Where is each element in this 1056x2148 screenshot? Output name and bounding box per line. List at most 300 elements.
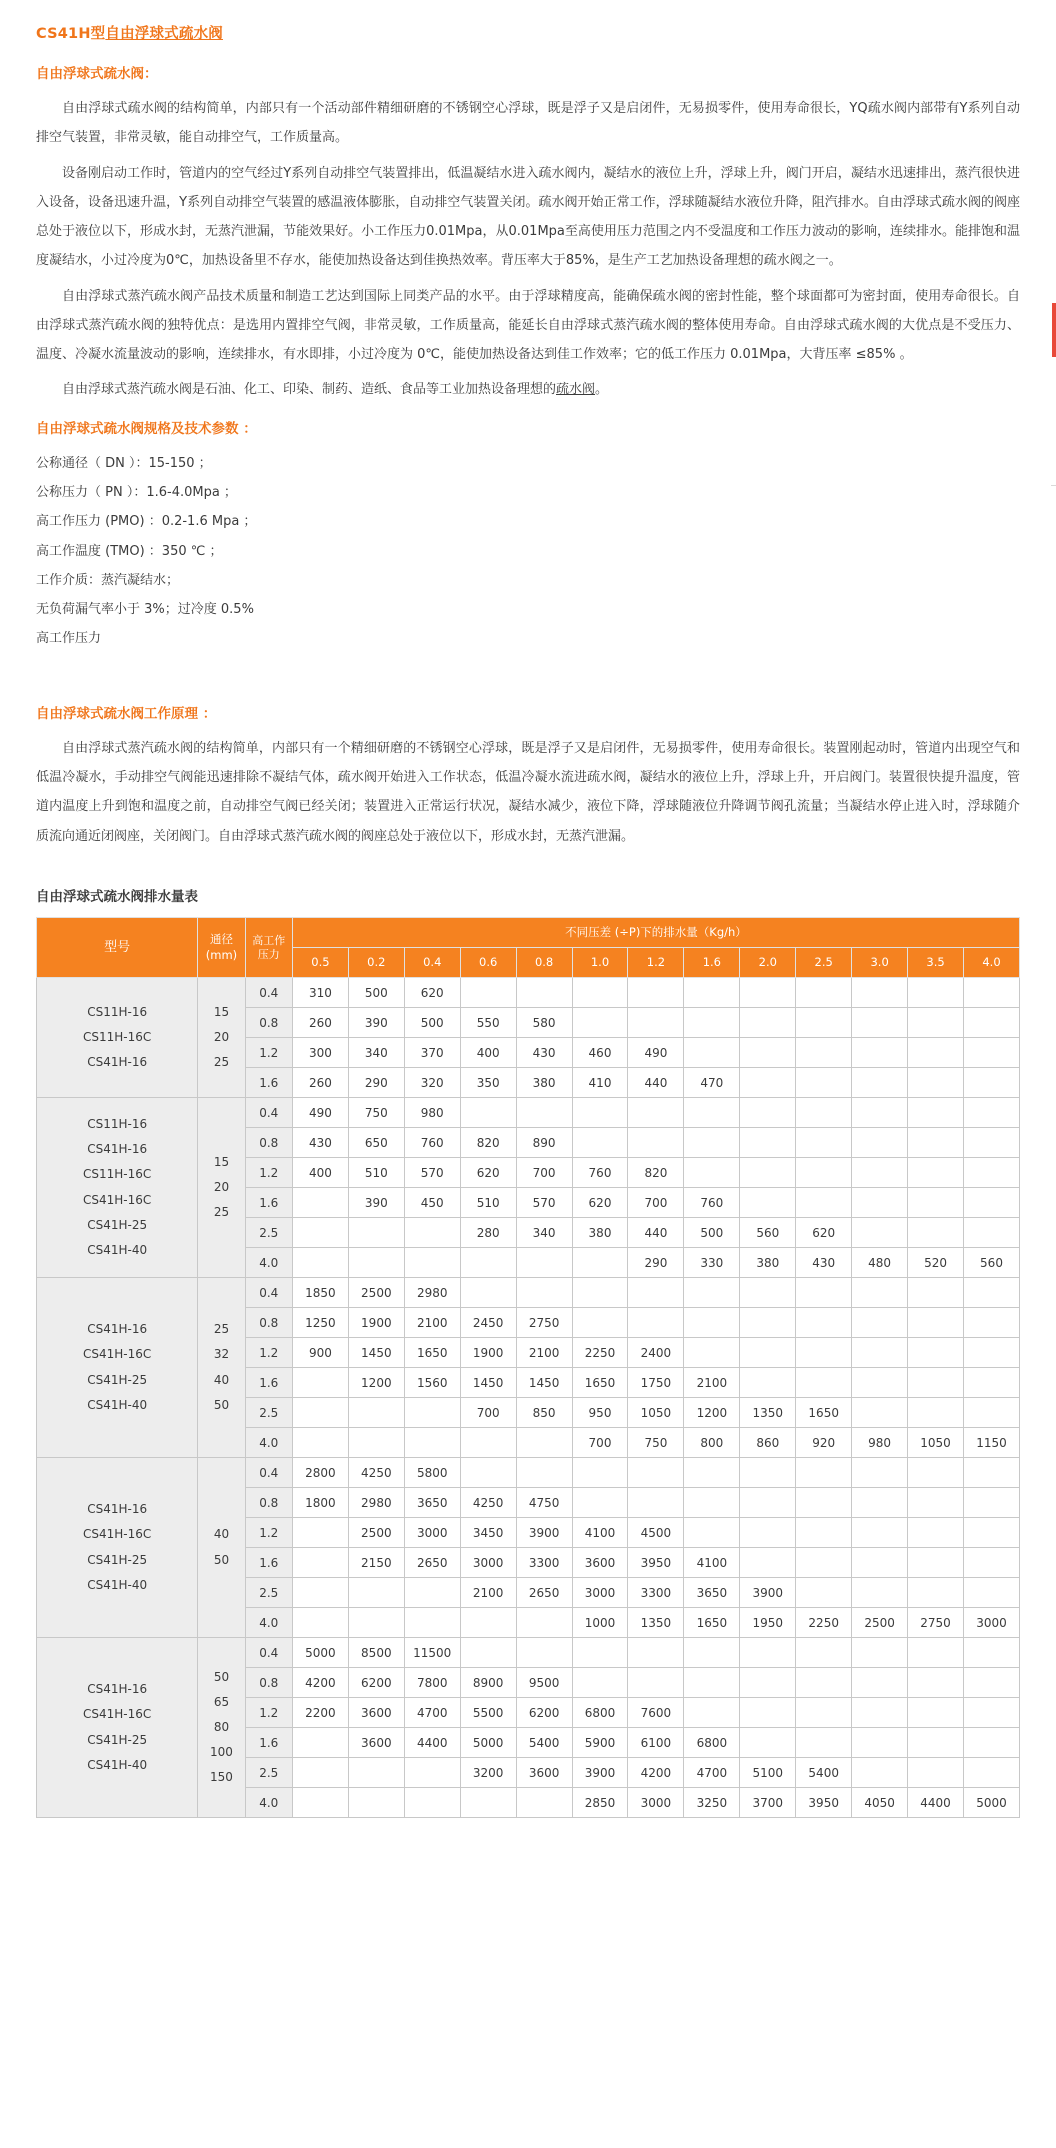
cell-discharge-value — [460, 978, 516, 1008]
cell-discharge-value — [572, 1278, 628, 1308]
cell-discharge-value: 4750 — [516, 1488, 572, 1518]
section-heading-intro: 自由浮球式疏水阀： — [36, 65, 158, 82]
th-dn — [198, 918, 245, 978]
cell-discharge-value — [964, 1278, 1020, 1308]
cell-discharge-value: 5800 — [404, 1458, 460, 1488]
spacer-before-table — [36, 857, 1020, 871]
cell-discharge-value: 1800 — [292, 1488, 348, 1518]
cell-discharge-value: 490 — [292, 1098, 348, 1128]
model-name: CS41H-25 — [87, 1217, 148, 1232]
cell-discharge-value: 1150 — [964, 1428, 1020, 1458]
table-head — [37, 918, 1020, 978]
cell-discharge-value: 750 — [628, 1428, 684, 1458]
model-name: CS41H-40 — [87, 1242, 148, 1257]
cell-discharge-value: 4700 — [684, 1758, 740, 1788]
section-heading-table: 自由浮球式疏水阀排水量表 — [36, 888, 198, 905]
spec-list — [36, 449, 1020, 654]
cell-discharge-value — [684, 1098, 740, 1128]
cell-discharge-value: 510 — [460, 1188, 516, 1218]
cell-discharge-value: 5400 — [796, 1758, 852, 1788]
cell-discharge-value: 760 — [684, 1188, 740, 1218]
cell-discharge-value — [292, 1788, 348, 1818]
cell-discharge-value — [908, 1518, 964, 1548]
cell-discharge-value — [852, 1758, 908, 1788]
th-dn-line2: (mm) — [205, 947, 238, 962]
cell-discharge-value — [348, 1428, 404, 1458]
cell-discharge-value — [348, 1248, 404, 1278]
cell-discharge-value: 1350 — [628, 1608, 684, 1638]
cell-discharge-value: 300 — [292, 1038, 348, 1068]
cell-discharge-value: 8900 — [460, 1668, 516, 1698]
cell-discharge-value — [908, 1578, 964, 1608]
cell-discharge-value — [740, 1368, 796, 1398]
cell-discharge-value — [852, 1488, 908, 1518]
cell-discharge-value: 5900 — [572, 1728, 628, 1758]
cell-discharge-value: 500 — [684, 1218, 740, 1248]
cell-discharge-value — [852, 1578, 908, 1608]
cell-working-pressure: 2.5 — [245, 1578, 292, 1608]
cell-discharge-value: 1050 — [908, 1428, 964, 1458]
cell-discharge-value — [460, 1098, 516, 1128]
cell-discharge-value: 570 — [404, 1158, 460, 1188]
cell-discharge-value — [796, 1128, 852, 1158]
model-name: CS11H-16 — [87, 1116, 148, 1131]
cell-discharge-value: 3900 — [516, 1518, 572, 1548]
cell-discharge-value: 2100 — [460, 1578, 516, 1608]
cell-discharge-value — [796, 1278, 852, 1308]
cell-discharge-value: 820 — [460, 1128, 516, 1158]
th-pressure-9: 2.5 — [796, 948, 852, 978]
dn-value: 25 — [213, 1205, 230, 1220]
cell-discharge-value — [908, 1158, 964, 1188]
cell-discharge-value: 4400 — [404, 1728, 460, 1758]
cell-discharge-value — [572, 1308, 628, 1338]
cell-discharge-value — [404, 1398, 460, 1428]
cell-discharge-value — [964, 1218, 1020, 1248]
cell-working-pressure: 2.5 — [245, 1758, 292, 1788]
cell-discharge-value: 350 — [460, 1068, 516, 1098]
cell-discharge-value: 340 — [516, 1218, 572, 1248]
cell-discharge-value: 380 — [740, 1248, 796, 1278]
cell-working-pressure: 1.6 — [245, 1548, 292, 1578]
cell-discharge-value: 450 — [404, 1188, 460, 1218]
intro-paragraph-2: 设备刚启动工作时，管道内的空气经过Y系列自动排空气装置排出，低温凝结水进入疏水阀内，凝结水的液位上升，浮球上升，阀门开启，凝结水迅速排出，蒸汽很快进入设备，设备迅速升温，Y系列自动排空气装置的感温液体膨胀，自动排空气装置关闭。疏水阀开始正常工作，浮球随凝结水液位升降，阻汽排水。自由浮球式疏水阀的阀座总处于液位以下，形成水封，无蒸汽泄漏，节能效果好。小工作压力0.01Mpa，从0.01Mpa至高使用压力范围之内不受温度和工作压力波动的影响，连续排水。能排饱和温度凝结水，小过冷度为0℃，加热设备里不存水，能使加热设备达到佳换热效率。背压率大于85%，是生产工艺加热设备理想的疏水阀之一。 — [36, 165, 1020, 269]
cell-discharge-value — [516, 1428, 572, 1458]
cell-discharge-value — [852, 1008, 908, 1038]
cell-discharge-value — [516, 1278, 572, 1308]
cell-discharge-value: 390 — [348, 1188, 404, 1218]
cell-discharge-value: 500 — [348, 978, 404, 1008]
table-row — [37, 1098, 1020, 1128]
cell-discharge-value — [572, 1488, 628, 1518]
cell-discharge-value: 2150 — [348, 1548, 404, 1578]
cell-discharge-value — [796, 1518, 852, 1548]
cell-discharge-value — [964, 1728, 1020, 1758]
cell-discharge-value — [908, 1698, 964, 1728]
cell-discharge-value: 1050 — [628, 1398, 684, 1428]
cell-discharge-value — [684, 1008, 740, 1038]
cell-discharge-value: 620 — [460, 1158, 516, 1188]
dn-value: 40 — [213, 1527, 230, 1542]
cell-discharge-value — [964, 1638, 1020, 1668]
cell-discharge-value — [516, 1098, 572, 1128]
cell-discharge-value: 3650 — [404, 1488, 460, 1518]
cell-discharge-value: 2500 — [852, 1608, 908, 1638]
cell-discharge-value — [796, 1668, 852, 1698]
cell-discharge-value — [964, 1158, 1020, 1188]
cell-discharge-value: 620 — [796, 1218, 852, 1248]
cell-discharge-value — [516, 1458, 572, 1488]
cell-discharge-value — [796, 1368, 852, 1398]
cell-discharge-value — [964, 1008, 1020, 1038]
cell-discharge-value: 470 — [684, 1068, 740, 1098]
cell-discharge-value: 2800 — [292, 1458, 348, 1488]
dn-value: 65 — [213, 1694, 230, 1709]
cell-discharge-value: 1450 — [516, 1368, 572, 1398]
intro-paragraph-3: 自由浮球式蒸汽疏水阀产品技术质量和制造工艺达到国际上同类产品的水平。由于浮球精度高，能确保疏水阀的密封性能，整个球面都可为密封面，使用寿命很长。自由浮球式蒸汽疏水阀的独特优点：是选用内置排空气阀，非常灵敏，工作质量高，能延长自由浮球式蒸汽疏水阀的整体使用寿命。自由浮球式疏水阀的大优点是不受压力、温度、冷凝水流量波动的影响，连续排水，有水即排，小过冷度为 0℃，能使加热设备达到佳工作效率；它的低工作压力 0.01Mpa，大背压率 ≤85% 。 — [36, 288, 1020, 362]
cell-discharge-value: 2250 — [572, 1338, 628, 1368]
cell-discharge-value — [740, 1278, 796, 1308]
cell-discharge-value: 3650 — [684, 1578, 740, 1608]
cell-discharge-value — [460, 1248, 516, 1278]
cell-discharge-value: 2980 — [348, 1488, 404, 1518]
cell-discharge-value: 800 — [684, 1428, 740, 1458]
cell-discharge-value — [964, 1368, 1020, 1398]
cell-discharge-value: 1250 — [292, 1308, 348, 1338]
cell-discharge-value — [740, 1668, 796, 1698]
principle-paragraph-1: 自由浮球式蒸汽疏水阀的结构简单，内部只有一个精细研磨的不锈钢空心浮球，既是浮子又是启闭件，无易损零件，使用寿命很长。装置刚起动时，管道内出现空气和低温冷凝水，手动排空气阀能迅速排除不凝结气体，疏水阀开始进入工作状态，低温冷凝水流进疏水阀，凝结水的液位上升，浮球上升，开启阀门。装置很快提升温度，管道内温度上升到饱和温度之前，自动排空气阀已经关闭；装置进入正常运行状况，凝结水减少，液位下降，浮球随液位升降调节阀孔流量；当凝结水停止进入时，浮球随介质流向通近闭阀座，关闭阀门。自由浮球式蒸汽疏水阀的阀座总处于液位以下，形成水封，无蒸汽泄漏。 — [36, 740, 1020, 844]
cell-discharge-value — [852, 1218, 908, 1248]
cell-discharge-value: 4100 — [572, 1518, 628, 1548]
cell-discharge-value — [740, 1488, 796, 1518]
cell-discharge-value — [292, 1428, 348, 1458]
cell-discharge-value — [628, 1008, 684, 1038]
cell-discharge-value — [740, 1458, 796, 1488]
cell-discharge-value — [460, 1788, 516, 1818]
cell-model-group — [37, 1278, 198, 1458]
cell-working-pressure: 0.8 — [245, 1008, 292, 1038]
cell-discharge-value — [348, 1758, 404, 1788]
page-title-link[interactable]: 自由浮球式疏水阀 — [105, 26, 223, 42]
cell-discharge-value — [404, 1218, 460, 1248]
table-row — [37, 1638, 1020, 1668]
cell-discharge-value: 3000 — [404, 1518, 460, 1548]
cell-discharge-value — [796, 978, 852, 1008]
cell-discharge-value — [628, 1098, 684, 1128]
cell-discharge-value — [292, 1758, 348, 1788]
th-pressure-11: 3.5 — [908, 948, 964, 978]
cell-discharge-value — [908, 1668, 964, 1698]
cell-working-pressure: 4.0 — [245, 1428, 292, 1458]
model-name: CS41H-16 — [87, 1142, 148, 1157]
cell-discharge-value — [908, 1308, 964, 1338]
cell-discharge-value — [404, 1788, 460, 1818]
cell-discharge-value: 1560 — [404, 1368, 460, 1398]
cell-discharge-value: 5000 — [292, 1638, 348, 1668]
cell-working-pressure: 1.2 — [245, 1338, 292, 1368]
cell-discharge-value — [796, 1308, 852, 1338]
cell-dn-group — [198, 1458, 245, 1638]
spec-item-max-pressure: 高工作压力 — [36, 631, 102, 647]
cell-discharge-value — [404, 1608, 460, 1638]
cell-discharge-value — [852, 1548, 908, 1578]
cell-discharge-value: 700 — [628, 1188, 684, 1218]
cell-discharge-value — [628, 1128, 684, 1158]
cell-discharge-value — [684, 1338, 740, 1368]
cell-discharge-value — [908, 1128, 964, 1158]
section-heading-specs: 自由浮球式疏水阀规格及技术参数 ： — [36, 420, 257, 437]
cell-discharge-value — [796, 1698, 852, 1728]
cell-discharge-value — [740, 1008, 796, 1038]
cell-discharge-value: 260 — [292, 1008, 348, 1038]
model-name: CS11H-16C — [83, 1029, 152, 1044]
cell-discharge-value — [684, 1638, 740, 1668]
cell-discharge-value: 400 — [292, 1158, 348, 1188]
dn-value: 50 — [213, 1397, 230, 1412]
cell-discharge-value — [796, 1638, 852, 1668]
cell-discharge-value — [964, 1518, 1020, 1548]
cell-discharge-value — [516, 1248, 572, 1278]
dn-value: 80 — [213, 1719, 230, 1734]
dn-value: 20 — [213, 1029, 230, 1044]
model-name: CS41H-16C — [83, 1347, 152, 1362]
cell-working-pressure: 1.2 — [245, 1038, 292, 1068]
cell-discharge-value: 570 — [516, 1188, 572, 1218]
cell-discharge-value: 2250 — [796, 1608, 852, 1638]
cell-discharge-value: 3450 — [460, 1518, 516, 1548]
cell-discharge-value: 4050 — [852, 1788, 908, 1818]
cell-discharge-value — [292, 1188, 348, 1218]
cell-discharge-value — [796, 1188, 852, 1218]
dn-value: 25 — [213, 1055, 230, 1070]
cell-discharge-value — [404, 1248, 460, 1278]
cell-discharge-value — [460, 1608, 516, 1638]
cell-discharge-value: 1000 — [572, 1608, 628, 1638]
cell-discharge-value — [740, 1518, 796, 1548]
cell-discharge-value — [908, 1638, 964, 1668]
model-name: CS11H-16C — [83, 1167, 152, 1182]
cell-discharge-value — [292, 1218, 348, 1248]
cell-discharge-value: 550 — [460, 1008, 516, 1038]
cell-discharge-value: 5000 — [964, 1788, 1020, 1818]
model-name: CS41H-16C — [83, 1527, 152, 1542]
th-flow-title: 不同压差 (÷P)下的排水量（Kg/h） — [292, 918, 1019, 948]
spec-item-dn: 公称通径（ DN ）：15-150 ； — [36, 455, 212, 471]
cell-discharge-value — [852, 1458, 908, 1488]
cell-discharge-value — [292, 1608, 348, 1638]
cell-discharge-value: 310 — [292, 978, 348, 1008]
cell-dn-group — [198, 978, 245, 1098]
cell-discharge-value: 760 — [572, 1158, 628, 1188]
cell-discharge-value — [348, 1218, 404, 1248]
cell-discharge-value: 440 — [628, 1068, 684, 1098]
cell-discharge-value: 4200 — [292, 1668, 348, 1698]
cell-discharge-value: 1900 — [348, 1308, 404, 1338]
cell-discharge-value: 6200 — [516, 1698, 572, 1728]
cell-discharge-value: 750 — [348, 1098, 404, 1128]
cell-discharge-value: 500 — [404, 1008, 460, 1038]
cell-discharge-value — [516, 978, 572, 1008]
cell-discharge-value: 7800 — [404, 1668, 460, 1698]
cell-discharge-value — [740, 1098, 796, 1128]
cell-discharge-value: 330 — [684, 1248, 740, 1278]
cell-discharge-value — [740, 1068, 796, 1098]
cell-discharge-value — [796, 1008, 852, 1038]
cell-discharge-value: 370 — [404, 1038, 460, 1068]
cell-working-pressure: 0.8 — [245, 1668, 292, 1698]
cell-discharge-value — [684, 1308, 740, 1338]
cell-discharge-value — [908, 1368, 964, 1398]
cell-discharge-value: 950 — [572, 1398, 628, 1428]
cell-discharge-value — [796, 1098, 852, 1128]
section-heading-principle: 自由浮球式疏水阀工作原理 ： — [36, 705, 217, 722]
cell-discharge-value: 510 — [348, 1158, 404, 1188]
cell-discharge-value: 620 — [404, 978, 460, 1008]
cell-discharge-value: 820 — [628, 1158, 684, 1188]
cell-discharge-value: 4250 — [348, 1458, 404, 1488]
cell-discharge-value: 1450 — [348, 1338, 404, 1368]
cell-discharge-value: 430 — [516, 1038, 572, 1068]
cell-discharge-value — [852, 1518, 908, 1548]
cell-discharge-value — [628, 1458, 684, 1488]
model-name: CS41H-40 — [87, 1577, 148, 1592]
model-name: CS41H-25 — [87, 1732, 148, 1747]
cell-discharge-value — [740, 1638, 796, 1668]
cell-discharge-value: 6100 — [628, 1728, 684, 1758]
cell-discharge-value — [292, 1578, 348, 1608]
cell-discharge-value: 6800 — [684, 1728, 740, 1758]
cell-working-pressure: 0.8 — [245, 1488, 292, 1518]
cell-discharge-value: 890 — [516, 1128, 572, 1158]
th-pressure-3: 0.6 — [460, 948, 516, 978]
cell-discharge-value — [740, 1548, 796, 1578]
model-name: CS41H-16 — [87, 1682, 148, 1697]
cell-discharge-value: 6800 — [572, 1698, 628, 1728]
cell-discharge-value — [684, 1488, 740, 1518]
dn-value: 20 — [213, 1179, 230, 1194]
edge-marker-top — [1052, 303, 1056, 357]
cell-discharge-value: 400 — [460, 1038, 516, 1068]
cell-working-pressure: 0.4 — [245, 1638, 292, 1668]
cell-discharge-value — [908, 1218, 964, 1248]
cell-discharge-value — [908, 1068, 964, 1098]
cell-discharge-value: 3600 — [572, 1548, 628, 1578]
cell-discharge-value: 9500 — [516, 1668, 572, 1698]
cell-discharge-value: 3000 — [964, 1608, 1020, 1638]
cell-discharge-value: 440 — [628, 1218, 684, 1248]
table-row — [37, 978, 1020, 1008]
cell-dn-group — [198, 1638, 245, 1818]
th-pressure-8: 2.0 — [740, 948, 796, 978]
cell-discharge-value — [796, 1458, 852, 1488]
dn-value: 40 — [213, 1372, 230, 1387]
intro-paragraph-4-tail: 。 — [595, 382, 609, 398]
cell-discharge-value — [628, 978, 684, 1008]
cell-discharge-value — [460, 1458, 516, 1488]
cell-discharge-value: 3600 — [348, 1698, 404, 1728]
th-dn-line1: 通径 — [209, 931, 233, 946]
cell-discharge-value — [348, 1608, 404, 1638]
cell-discharge-value — [852, 1158, 908, 1188]
dn-value: 50 — [213, 1552, 230, 1567]
cell-discharge-value — [740, 1128, 796, 1158]
cell-discharge-value — [908, 1728, 964, 1758]
cell-discharge-value — [964, 1548, 1020, 1578]
cell-discharge-value: 3700 — [740, 1788, 796, 1818]
cell-discharge-value: 1200 — [684, 1398, 740, 1428]
cell-discharge-value — [908, 1398, 964, 1428]
cell-discharge-value — [404, 1428, 460, 1458]
cell-working-pressure: 0.4 — [245, 1458, 292, 1488]
dn-value: 32 — [213, 1347, 230, 1362]
cell-discharge-value: 2850 — [572, 1788, 628, 1818]
cell-discharge-value: 1650 — [684, 1608, 740, 1638]
cell-discharge-value: 1450 — [460, 1368, 516, 1398]
cell-discharge-value: 480 — [852, 1248, 908, 1278]
table-row — [37, 1458, 1020, 1488]
cell-discharge-value — [852, 1638, 908, 1668]
cell-discharge-value — [964, 1098, 1020, 1128]
cell-discharge-value: 760 — [404, 1128, 460, 1158]
cell-working-pressure: 4.0 — [245, 1608, 292, 1638]
cell-discharge-value — [908, 1758, 964, 1788]
cell-discharge-value: 860 — [740, 1428, 796, 1458]
cell-discharge-value — [516, 1638, 572, 1668]
cell-discharge-value: 260 — [292, 1068, 348, 1098]
cell-discharge-value — [964, 1038, 1020, 1068]
cell-discharge-value: 11500 — [404, 1638, 460, 1668]
cell-discharge-value: 4250 — [460, 1488, 516, 1518]
cell-discharge-value — [740, 1308, 796, 1338]
cell-discharge-value — [852, 1188, 908, 1218]
spacer-before-principle — [36, 654, 1020, 688]
cell-discharge-value — [572, 978, 628, 1008]
cell-discharge-value — [964, 1398, 1020, 1428]
page-title — [36, 24, 1020, 46]
cell-discharge-value — [908, 1278, 964, 1308]
cell-discharge-value — [572, 1248, 628, 1278]
cell-working-pressure: 4.0 — [245, 1788, 292, 1818]
cell-discharge-value — [348, 1398, 404, 1428]
cell-discharge-value — [908, 1548, 964, 1578]
dn-value: 25 — [213, 1322, 230, 1337]
cell-discharge-value: 850 — [516, 1398, 572, 1428]
cell-discharge-value — [852, 1278, 908, 1308]
cell-discharge-value — [964, 1458, 1020, 1488]
th-working-pressure-label: 高工作压力 — [252, 934, 286, 961]
cell-discharge-value: 3600 — [348, 1728, 404, 1758]
cell-discharge-value: 2750 — [908, 1608, 964, 1638]
cell-discharge-value — [964, 978, 1020, 1008]
cell-discharge-value — [628, 1488, 684, 1518]
cell-working-pressure: 1.6 — [245, 1188, 292, 1218]
th-pressure-4: 0.8 — [516, 948, 572, 978]
th-model: 型号 — [37, 918, 198, 978]
model-name: CS11H-16 — [87, 1004, 148, 1019]
cell-discharge-value — [572, 1128, 628, 1158]
cell-discharge-value: 3950 — [628, 1548, 684, 1578]
trap-link[interactable]: 疏水阀 — [556, 382, 596, 398]
cell-discharge-value — [348, 1578, 404, 1608]
cell-discharge-value: 3900 — [572, 1758, 628, 1788]
cell-discharge-value: 2500 — [348, 1278, 404, 1308]
cell-discharge-value — [460, 1638, 516, 1668]
cell-discharge-value — [460, 1428, 516, 1458]
cell-discharge-value — [964, 1758, 1020, 1788]
cell-model-group — [37, 1638, 198, 1818]
cell-discharge-value — [572, 1458, 628, 1488]
cell-discharge-value: 5500 — [460, 1698, 516, 1728]
